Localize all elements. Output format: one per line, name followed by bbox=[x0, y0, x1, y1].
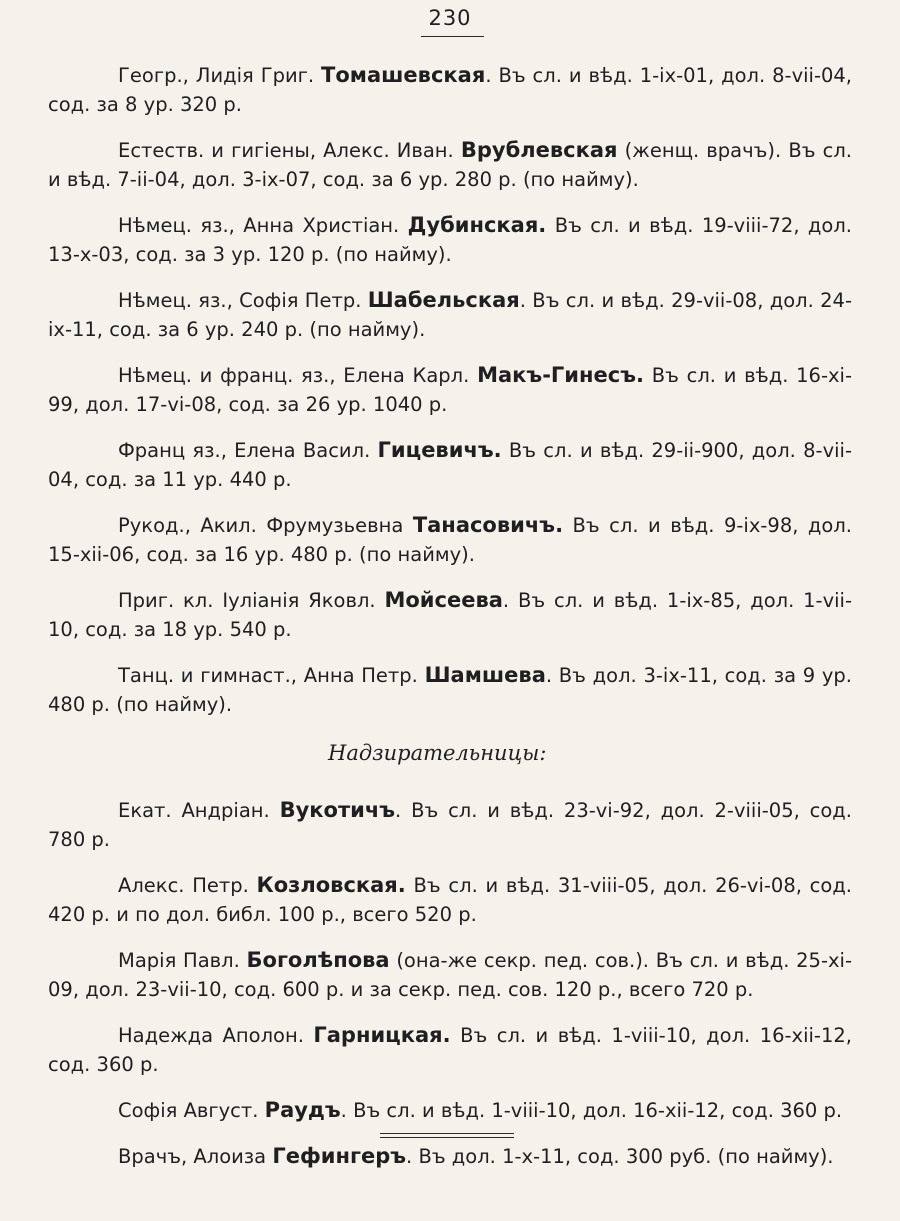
entry-text: Софія Август. bbox=[118, 1099, 265, 1122]
entry-text: Въ сл. и вѣд. 19-viii-72, дол. 13-x-03, сод. за 3 ур. 120 р. (по найму). bbox=[48, 214, 852, 266]
person-name: Танасовичъ. bbox=[412, 513, 564, 537]
entry-text: (женщ. врачъ). Въ сл. и вѣд. 7-ii-04, дол. 3-ix-07, сод. за 6 ур. 280 р. (по найму). bbox=[48, 139, 852, 191]
entry-text: Алекс. Петр. bbox=[118, 874, 257, 897]
entry-text: Нѣмец. и франц. яз., Елена Карл. bbox=[118, 364, 478, 387]
entry bbox=[48, 211, 852, 269]
entry bbox=[48, 871, 852, 929]
end-double-rule bbox=[380, 1133, 514, 1141]
entry bbox=[48, 136, 852, 194]
entry-text: . Въ сл. и вѣд. 1-ix-85, дол. 1-vii-10, сод. за 18 ур. 540 р. bbox=[48, 589, 853, 641]
entry bbox=[48, 586, 852, 644]
entry-text: Въ сл. и вѣд. 16-xi-99, дол. 17-vi-08, сод. за 26 ур. 1040 р. bbox=[48, 364, 852, 416]
entry-text: Нѣмец. яз., Софія Петр. bbox=[118, 289, 368, 312]
person-name: Козловская. bbox=[256, 873, 406, 897]
entry-text: Нѣмец. яз., Анна Христіан. bbox=[118, 214, 408, 237]
page-number-rule bbox=[421, 36, 484, 37]
entry bbox=[48, 511, 852, 569]
person-name: Гефингеръ bbox=[272, 1144, 407, 1168]
supervisors-list bbox=[48, 796, 852, 1171]
entry bbox=[48, 1142, 852, 1171]
entry-text: Естеств. и гигіены, Алекс. Иван. bbox=[118, 139, 461, 162]
person-name: Гицевичъ. bbox=[377, 438, 502, 462]
page-body bbox=[48, 61, 852, 1188]
person-name: Макъ-Гинесъ. bbox=[477, 363, 644, 387]
entry-text: Приг. кл. Іуліанія Яковл. bbox=[118, 589, 385, 612]
entry-text: Въ сл. и вѣд. 1-vііі-10, дол. 16-xii-12, сод. 360 р. bbox=[48, 1024, 852, 1076]
person-name: Вукотичъ bbox=[279, 798, 396, 822]
entry bbox=[48, 946, 852, 1004]
entry bbox=[48, 1096, 852, 1125]
entry-text: Въ сл. и вѣд. 31-vііі-05, дол. 26-vi-08, сод. 420 р. и по дол. библ. 100 р., всего 520 р. bbox=[48, 874, 852, 926]
entry-text: Танц. и гимнаст., Анна Петр. bbox=[118, 664, 425, 687]
entry bbox=[48, 1021, 852, 1079]
person-name: Дубинская. bbox=[407, 213, 547, 237]
entry-text: Въ сл. и вѣд. 9-ix-98, дол. 15-xii-06, сод. за 16 ур. 480 р. (по найму). bbox=[48, 514, 852, 566]
entry bbox=[48, 661, 852, 719]
person-name: Шабельская bbox=[367, 288, 520, 312]
entry-text: . Въ дол. 3-ix-11, сод. за 9 ур. 480 р. (по найму). bbox=[48, 664, 852, 716]
staff-list bbox=[48, 61, 852, 719]
person-name: Врублевская bbox=[460, 138, 618, 162]
entry-text: Въ сл. и вѣд. 29-ii-900, дол. 8-vii-04, сод. за 11 ур. 440 р. bbox=[48, 439, 852, 491]
entry-text: . Въ дол. 1-x-11, сод. 300 руб. (по найму). bbox=[406, 1145, 834, 1168]
entry bbox=[48, 436, 852, 494]
entry-text: . Въ сл. и вѣд. 1-vііі-10, дол. 16-xii-12, сод. 360 р. bbox=[340, 1099, 843, 1122]
entry-text: Рукод., Акил. Фрумузьевна bbox=[118, 514, 413, 537]
entry bbox=[48, 361, 852, 419]
entry bbox=[48, 286, 852, 344]
section-heading: Надзирательницы: bbox=[328, 741, 547, 765]
page-number: 230 bbox=[428, 6, 472, 30]
entry-text: (она-же секр. пед. сов.). Въ сл. и вѣд. 25-xi-09, дол. 23-vii-10, сод. 600 р. и за секр. пед. сов. 120 р., всего 720 р. bbox=[48, 949, 852, 1001]
entry-text: Врачъ, Алоиза bbox=[118, 1145, 273, 1168]
entry-text: . Въ сл. и вѣд. 1-ix-01, дол. 8-vii-04, сод. за 8 ур. 320 р. bbox=[48, 64, 852, 116]
entry-text: Геогр., Лидія Григ. bbox=[118, 64, 322, 87]
entry-text: Надежда Аполон. bbox=[118, 1024, 314, 1047]
entry bbox=[48, 61, 852, 119]
entry-text: Марія Павл. bbox=[118, 949, 247, 972]
entry-text: . Въ сл. и вѣд. 23-vi-92, дол. 2-vііі-05, сод. 780 р. bbox=[48, 799, 852, 851]
person-name: Гарницкая. bbox=[313, 1023, 451, 1047]
person-name: Раудъ bbox=[264, 1098, 341, 1122]
entry-text: Екат. Андріан. bbox=[118, 799, 280, 822]
person-name: Боголѣпова bbox=[246, 948, 390, 972]
entry-text: . Въ сл. и вѣд. 29-vii-08, дол. 24-ix-11, сод. за 6 ур. 240 р. (по найму). bbox=[48, 289, 852, 341]
person-name: Томашевская bbox=[321, 63, 486, 87]
entry-text: Франц яз., Елена Васил. bbox=[118, 439, 378, 462]
entry bbox=[48, 796, 852, 854]
person-name: Шамшева bbox=[424, 663, 546, 687]
person-name: Мойсеева bbox=[384, 588, 503, 612]
